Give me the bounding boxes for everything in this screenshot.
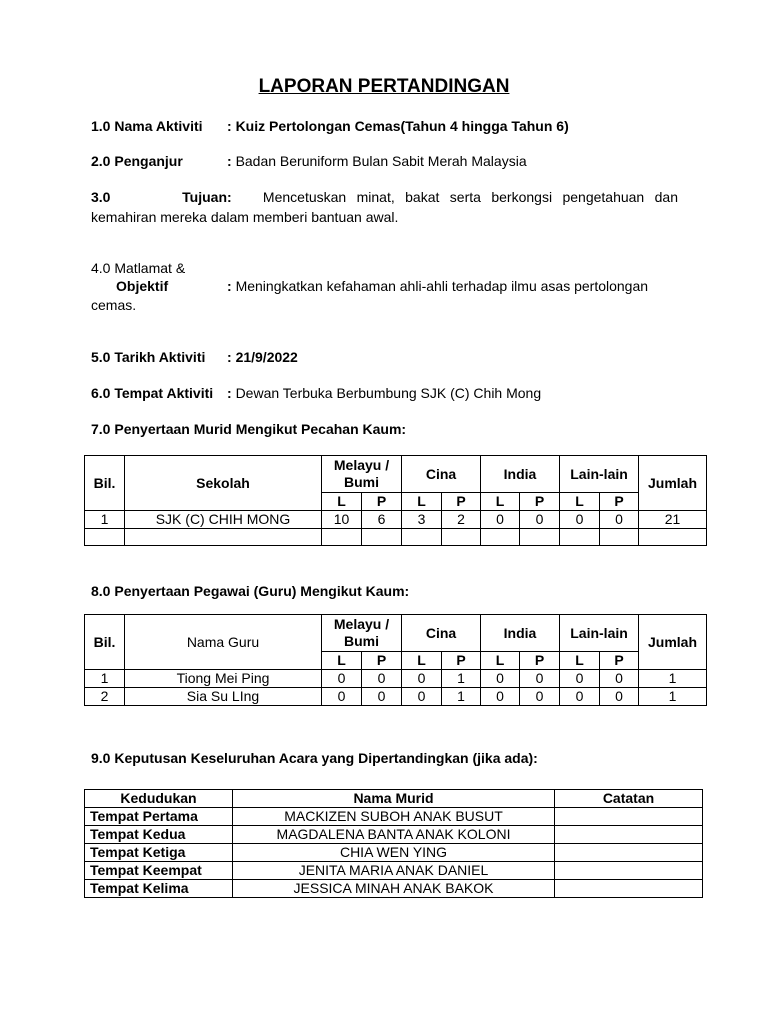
cell-cina-l <box>402 529 442 546</box>
cell-kedudukan: Tempat Ketiga <box>85 844 233 862</box>
value-tarikh: 21/9/2022 <box>235 349 298 365</box>
header-melayu-line2: Bumi <box>344 474 379 490</box>
header-lain-l: L <box>560 493 600 511</box>
heading-penyertaan-pegawai: 8.0 Penyertaan Pegawai (Guru) Mengikut Kaum: <box>91 583 410 599</box>
cell-nama-murid: MACKIZEN SUBOH ANAK BUSUT <box>233 808 555 826</box>
cell-catatan <box>555 844 703 862</box>
cell-melayu-p: 0 <box>362 670 402 688</box>
table-row <box>85 880 703 898</box>
cell-cina-p: 1 <box>442 688 481 706</box>
cell-sekolah <box>125 529 322 546</box>
label-matlamat-line1: 4.0 Matlamat & <box>91 260 186 276</box>
header-sekolah: Sekolah <box>125 456 322 511</box>
header-bil: Bil. <box>85 456 125 511</box>
cell-lain-l <box>560 529 600 546</box>
cell-nama-murid: CHIA WEN YING <box>233 844 555 862</box>
cell-bil <box>85 529 125 546</box>
cell-bil: 1 <box>85 670 125 688</box>
cell-melayu-p <box>362 529 402 546</box>
table-row <box>85 511 707 529</box>
label-tempat: 6.0 Tempat Aktiviti <box>91 385 214 401</box>
cell-lain-l: 0 <box>560 670 600 688</box>
cell-nama-murid: JESSICA MINAH ANAK BAKOK <box>233 880 555 898</box>
header-melayu-line2: Bumi <box>344 633 379 649</box>
value-matlamat-line2: cemas. <box>91 297 137 313</box>
header-jumlah: Jumlah <box>639 615 707 670</box>
header-lain: Lain-lain <box>560 456 639 493</box>
label-tujuan: 3.0 Tujuan <box>91 189 227 205</box>
cell-india-p: 0 <box>520 511 560 529</box>
cell-cina-l: 3 <box>402 511 442 529</box>
section-penganjur <box>91 152 527 170</box>
header-cina-p: P <box>442 652 481 670</box>
value-tujuan-line2: kemahiran mereka dalam memberi bantuan awal. <box>91 209 399 225</box>
table-row <box>85 688 707 706</box>
cell-bil: 1 <box>85 511 125 529</box>
label-penganjur: 2.0 Penganjur <box>91 153 183 169</box>
cell-kedudukan: Tempat Kelima <box>85 880 233 898</box>
cell-catatan <box>555 808 703 826</box>
cell-catatan <box>555 862 703 880</box>
cell-lain-p: 0 <box>600 670 639 688</box>
cell-cina-p: 2 <box>442 511 481 529</box>
value-nama-aktiviti: Kuiz Pertolongan Cemas(Tahun 4 hingga Tahun 6) <box>235 118 569 134</box>
cell-sekolah: SJK (C) CHIH MONG <box>125 511 322 529</box>
cell-lain-p: 0 <box>600 688 639 706</box>
report-title: LAPORAN PERTANDINGAN <box>258 76 510 97</box>
cell-india-p <box>520 529 560 546</box>
table-penyertaan-pegawai <box>84 614 707 706</box>
cell-lain-p <box>600 529 639 546</box>
header-lain-p: P <box>600 652 639 670</box>
header-nama-guru: Nama Guru <box>125 615 322 670</box>
header-india-l: L <box>481 493 520 511</box>
cell-melayu-l: 0 <box>322 670 362 688</box>
cell-india-l <box>481 529 520 546</box>
cell-jumlah: 21 <box>639 511 707 529</box>
header-lain: Lain-lain <box>560 615 639 652</box>
cell-cina-l: 0 <box>402 670 442 688</box>
cell-nama-murid: JENITA MARIA ANAK DANIEL <box>233 862 555 880</box>
sep-6: : <box>227 385 232 401</box>
cell-jumlah <box>639 529 707 546</box>
sep-5: : <box>227 349 232 365</box>
label-nama-aktiviti: 1.0 Nama Aktiviti <box>91 118 203 134</box>
header-melayu-l: L <box>322 493 362 511</box>
header-cina-p: P <box>442 493 481 511</box>
header-melayu-line1: Melayu / <box>333 457 390 473</box>
header-cina-l: L <box>402 652 442 670</box>
cell-jumlah: 1 <box>639 688 707 706</box>
cell-nama-murid: MAGDALENA BANTA ANAK KOLONI <box>233 826 555 844</box>
header-jumlah: Jumlah <box>639 456 707 511</box>
header-melayu-p: P <box>362 652 402 670</box>
header-melayu-line1: Melayu / <box>333 616 390 632</box>
section-tempat <box>91 384 541 402</box>
cell-melayu-l <box>322 529 362 546</box>
value-matlamat-line1: Meningkatkan kefahaman ahli-ahli terhadap ilmu asas pertolongan <box>235 278 649 294</box>
table-row <box>85 670 707 688</box>
section-matlamat-value <box>227 277 648 295</box>
cell-bil: 2 <box>85 688 125 706</box>
header-india-l: L <box>481 652 520 670</box>
header-melayu <box>322 615 402 652</box>
cell-kedudukan: Tempat Keempat <box>85 862 233 880</box>
cell-lain-p: 0 <box>600 511 639 529</box>
table-keputusan <box>84 789 703 898</box>
header-cina-l: L <box>402 493 442 511</box>
heading-keputusan: 9.0 Keputusan Keseluruhan Acara yang Dipertandingkan (jika ada): <box>91 750 538 766</box>
cell-jumlah: 1 <box>639 670 707 688</box>
cell-melayu-p: 6 <box>362 511 402 529</box>
header-catatan: Catatan <box>555 790 703 808</box>
cell-melayu-p: 0 <box>362 688 402 706</box>
value-tujuan-line1: Mencetuskan minat, bakat serta berkongsi pengetahuan dan <box>262 189 678 205</box>
header-melayu <box>322 456 402 493</box>
header-melayu-l: L <box>322 652 362 670</box>
header-lain-p: P <box>600 493 639 511</box>
cell-india-p: 0 <box>520 670 560 688</box>
header-india-p: P <box>520 493 560 511</box>
section-tujuan <box>91 187 678 227</box>
table-penyertaan-murid <box>84 455 707 546</box>
cell-lain-l: 0 <box>560 688 600 706</box>
table-row <box>85 529 707 546</box>
cell-india-l: 0 <box>481 670 520 688</box>
sep-3: : <box>227 189 232 205</box>
sep-2: : <box>227 153 232 169</box>
header-melayu-p: P <box>362 493 402 511</box>
cell-india-p: 0 <box>520 688 560 706</box>
header-india-p: P <box>520 652 560 670</box>
header-lain-l: L <box>560 652 600 670</box>
header-cina: Cina <box>402 615 481 652</box>
cell-cina-p: 1 <box>442 670 481 688</box>
cell-lain-l: 0 <box>560 511 600 529</box>
cell-catatan <box>555 880 703 898</box>
cell-nama-guru: Sia Su LIng <box>125 688 322 706</box>
header-cina: Cina <box>402 456 481 493</box>
table-row <box>85 862 703 880</box>
heading-penyertaan-murid: 7.0 Penyertaan Murid Mengikut Pecahan Kaum: <box>91 421 407 437</box>
header-nama-murid: Nama Murid <box>233 790 555 808</box>
section-tarikh <box>91 348 298 366</box>
table-row <box>85 808 703 826</box>
value-tempat: Dewan Terbuka Berbumbung SJK (C) Chih Mong <box>235 385 542 401</box>
cell-india-l: 0 <box>481 688 520 706</box>
label-matlamat-line2: Objektif <box>116 278 169 294</box>
cell-kedudukan: Tempat Kedua <box>85 826 233 844</box>
table-row <box>85 844 703 862</box>
header-kedudukan: Kedudukan <box>85 790 233 808</box>
table-row <box>85 826 703 844</box>
cell-cina-l: 0 <box>402 688 442 706</box>
sep-1: : <box>227 118 232 134</box>
header-bil: Bil. <box>85 615 125 670</box>
section-nama-aktiviti <box>91 117 569 135</box>
cell-melayu-l: 0 <box>322 688 362 706</box>
label-tarikh: 5.0 Tarikh Aktiviti <box>91 349 206 365</box>
cell-nama-guru: Tiong Mei Ping <box>125 670 322 688</box>
cell-kedudukan: Tempat Pertama <box>85 808 233 826</box>
header-india: India <box>481 615 560 652</box>
cell-melayu-l: 10 <box>322 511 362 529</box>
cell-india-l: 0 <box>481 511 520 529</box>
header-india: India <box>481 456 560 493</box>
sep-4: : <box>227 278 232 294</box>
value-penganjur: Badan Beruniform Bulan Sabit Merah Malaysia <box>235 153 527 169</box>
cell-catatan <box>555 826 703 844</box>
cell-cina-p <box>442 529 481 546</box>
